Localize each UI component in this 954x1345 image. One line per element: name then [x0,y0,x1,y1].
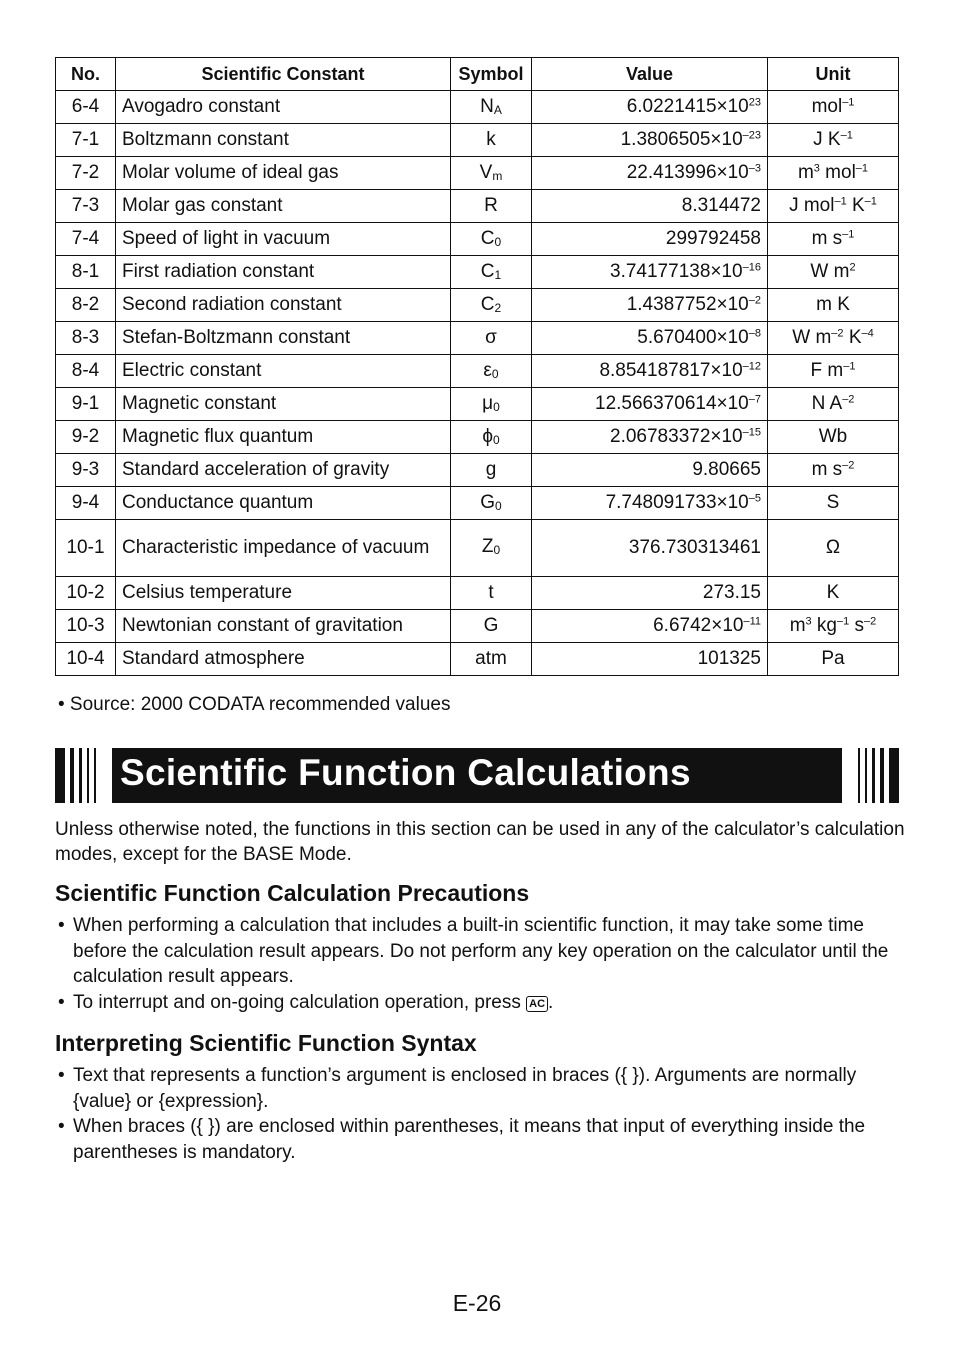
symbol-text: C [480,228,495,249]
list-item: • When performing a calculation that includes a built-in scientific function, it may take some time before the calculation result appears. Do not perform any key operation on the calculator until the calculation result appears. [58,913,898,990]
ac-key-icon: AC [526,996,548,1012]
cell-symbol [451,610,532,643]
cell-unit: W $m^2$ [768,256,899,289]
cell-unit: Wb [768,421,899,454]
banner-bars-right [845,748,899,803]
value-mantissa: 1.3806505×10 [620,129,743,150]
value-exponent: –15 [742,426,761,439]
cell-symbol [451,421,532,454]
value-mantissa: 22.413996×10 [626,162,749,183]
cell-value [532,190,768,223]
cell-no: 10-1 [56,520,116,577]
symbol-subscript: 2 [494,300,502,315]
symbol-text: ϕ [482,426,493,447]
value-exponent: –16 [742,261,761,274]
section-banner [55,748,899,803]
constants-table [55,57,899,676]
cell-unit: Pa [768,643,899,676]
value-mantissa: 376.730313461 [628,537,761,558]
value-mantissa: 8.314472 [681,195,761,216]
cell-no: 9-2 [56,421,116,454]
cell-unit: J $K^{-1}$ [768,124,899,157]
table-row [56,643,899,676]
symbol-subscript: 0 [494,234,502,249]
cell-value [532,487,768,520]
cell-no: 9-4 [56,487,116,520]
symbol-text: k [486,129,496,150]
symbol-text: σ [485,327,497,348]
cell-no: 9-1 [56,388,116,421]
cell-value [532,643,768,676]
value-exponent: –7 [748,393,761,406]
banner-bars-left [55,748,109,803]
value-mantissa: 101325 [697,648,761,669]
value-exponent: 23 [748,96,761,109]
value-mantissa: 6.0221415×10 [626,96,749,117]
symbol-text: μ [482,393,494,414]
page-number: E-26 [452,1290,502,1316]
cell-constant-name: Molar volume of ideal gas [116,157,451,190]
cell-symbol [451,643,532,676]
cell-no: 8-4 [56,355,116,388]
cell-no: 8-2 [56,289,116,322]
header-unit: Unit [768,58,899,91]
cell-constant-name: Standard acceleration of gravity [116,454,451,487]
header-no: No. [56,58,116,91]
symbol-subscript: A [493,102,502,117]
value-mantissa: 5.670400×10 [637,327,749,348]
item-text: To interrupt and on-going calculation operation, press [73,991,527,1013]
cell-no: 7-3 [56,190,116,223]
cell-no: 10-3 [56,610,116,643]
intro-paragraph: Unless otherwise noted, the functions in this section can be used in any of the calculator’s calculation modes, except for the BASE Mode. [55,819,905,865]
cell-unit: W $m^{-2}$ $K^{-4}$ [768,322,899,355]
value-mantissa: 273.15 [702,582,761,603]
value-exponent: –3 [748,162,761,175]
cell-unit: J mol$^{-1}$ $K^{-1}$ [768,190,899,223]
cell-symbol [451,520,532,577]
cell-constant-name: Conductance quantum [116,487,451,520]
cell-no: 7-2 [56,157,116,190]
symbol-subscript: 0 [493,542,501,557]
symbol-subscript: 1 [494,267,502,282]
cell-constant-name: Electric constant [116,355,451,388]
cell-value [532,157,768,190]
cell-value [532,223,768,256]
cell-constant-name: Standard atmosphere [116,643,451,676]
cell-constant-name: Stefan-Boltzmann constant [116,322,451,355]
value-mantissa: 299792458 [665,228,761,249]
symbol-text: R [484,195,498,216]
cell-unit: Ω [768,520,899,577]
cell-symbol [451,577,532,610]
cell-constant-name: Boltzmann constant [116,124,451,157]
symbol-text: C [480,294,495,315]
cell-unit: $m^3$ mol$^{-1}$ [768,157,899,190]
syntax-heading: Interpreting Scientific Function Syntax [55,1030,477,1056]
value-mantissa: 12.566370614×10 [595,393,749,414]
cell-unit: F $m^{-1}$ [768,355,899,388]
cell-unit: $m^3$ $kg^{-1}$ $s^{-2}$ [768,610,899,643]
cell-no: 10-2 [56,577,116,610]
table-row [56,322,899,355]
precautions-heading: Scientific Function Calculation Precautions [55,880,530,906]
symbol-text: g [485,459,497,480]
list-item [58,990,898,1016]
cell-constant-name: Avogadro constant [116,91,451,124]
cell-constant-name: Celsius temperature [116,577,451,610]
cell-value [532,454,768,487]
cell-unit: N $A^{-2}$ [768,388,899,421]
cell-unit: S [768,487,899,520]
symbol-subscript: 0 [495,498,502,513]
header-value: Value [532,58,768,91]
value-mantissa: 6.6742×10 [653,615,744,636]
list-item: • When braces ({ }) are enclosed within parentheses, it means that input of everything inside the parentheses is mandatory. [58,1114,898,1165]
table-row [56,256,899,289]
symbol-text: Z [481,535,494,557]
table-row [56,577,899,610]
symbol-text: C [480,261,495,282]
cell-symbol [451,223,532,256]
cell-constant-name: First radiation constant [116,256,451,289]
cell-value [532,520,768,577]
cell-value [532,322,768,355]
symbol-text: V [479,162,493,183]
cell-constant-name: Molar gas constant [116,190,451,223]
header-symbol: Symbol [451,58,532,91]
syntax-list [58,1063,898,1165]
cell-constant-name: Characteristic impedance of vacuum [116,520,451,577]
cell-constant-name: Second radiation constant [116,289,451,322]
header-constant: Scientific Constant [116,58,451,91]
table-row [56,388,899,421]
table-row [56,610,899,643]
value-mantissa: 1.4387752×10 [626,294,749,315]
cell-symbol [451,289,532,322]
table-body [56,91,899,676]
symbol-text: G [483,615,499,636]
list-item: • Text that represents a function’s argument is enclosed in braces ({ }). Arguments are normally {value} or {expression}. [58,1063,898,1114]
cell-symbol [451,487,532,520]
value-mantissa: 3.74177138×10 [610,261,743,282]
value-exponent: –8 [748,327,761,340]
cell-constant-name: Speed of light in vacuum [116,223,451,256]
cell-symbol [451,355,532,388]
value-exponent: –5 [748,492,761,505]
cell-no: 10-4 [56,643,116,676]
cell-value [532,91,768,124]
symbol-subscript: 0 [491,366,499,381]
cell-symbol [451,91,532,124]
table-row [56,355,899,388]
cell-value [532,421,768,454]
cell-symbol [451,157,532,190]
banner-box [112,748,842,803]
cell-constant-name: Magnetic flux quantum [116,421,451,454]
symbol-subscript: 0 [492,432,500,447]
table-row [56,421,899,454]
precautions-list [58,913,898,1015]
cell-no: 8-3 [56,322,116,355]
cell-symbol [451,124,532,157]
table-header-row [56,58,899,91]
item-text-end: . [548,991,554,1013]
cell-no: 7-1 [56,124,116,157]
cell-unit: m $s^{-2}$ [768,454,899,487]
cell-value [532,388,768,421]
symbol-subscript: m [492,168,503,183]
value-exponent: –2 [748,294,761,307]
symbol-text: G [480,492,496,513]
cell-unit: mol$^{-1}$ [768,91,899,124]
cell-symbol [451,454,532,487]
symbol-text: t [488,582,494,603]
cell-value [532,355,768,388]
source-note: • Source: 2000 CODATA recommended values [58,694,451,715]
cell-unit: K [768,577,899,610]
table-row [56,223,899,256]
cell-symbol [451,256,532,289]
cell-no: 7-4 [56,223,116,256]
table-row [56,124,899,157]
cell-constant-name: Magnetic constant [116,388,451,421]
cell-value [532,289,768,322]
value-exponent: –23 [742,129,761,142]
cell-unit: m K [768,289,899,322]
cell-symbol [451,388,532,421]
cell-symbol [451,322,532,355]
table-row [56,454,899,487]
value-mantissa: 9.80665 [692,459,761,480]
value-exponent: –12 [742,360,761,373]
cell-no: 9-3 [56,454,116,487]
table-row [56,190,899,223]
symbol-text: ε [483,360,492,381]
value-mantissa: 2.06783372×10 [610,426,743,447]
symbol-text: atm [475,648,507,669]
table-row [56,91,899,124]
symbol-subscript: 0 [493,399,500,414]
cell-value [532,124,768,157]
cell-no: 6-4 [56,91,116,124]
table-row [56,157,899,190]
cell-value [532,577,768,610]
value-mantissa: 8.854187817×10 [599,360,743,381]
cell-constant-name: Newtonian constant of gravitation [116,610,451,643]
value-exponent: –11 [743,615,761,628]
section-title: Scientific Function Calculations [120,752,691,793]
cell-value [532,256,768,289]
symbol-text: N [480,96,494,117]
table-row [56,487,899,520]
table-row [56,289,899,322]
cell-unit: m $s^{-1}$ [768,223,899,256]
value-mantissa: 7.748091733×10 [605,492,749,513]
cell-no: 8-1 [56,256,116,289]
cell-symbol [451,190,532,223]
table-row [56,520,899,577]
cell-value [532,610,768,643]
